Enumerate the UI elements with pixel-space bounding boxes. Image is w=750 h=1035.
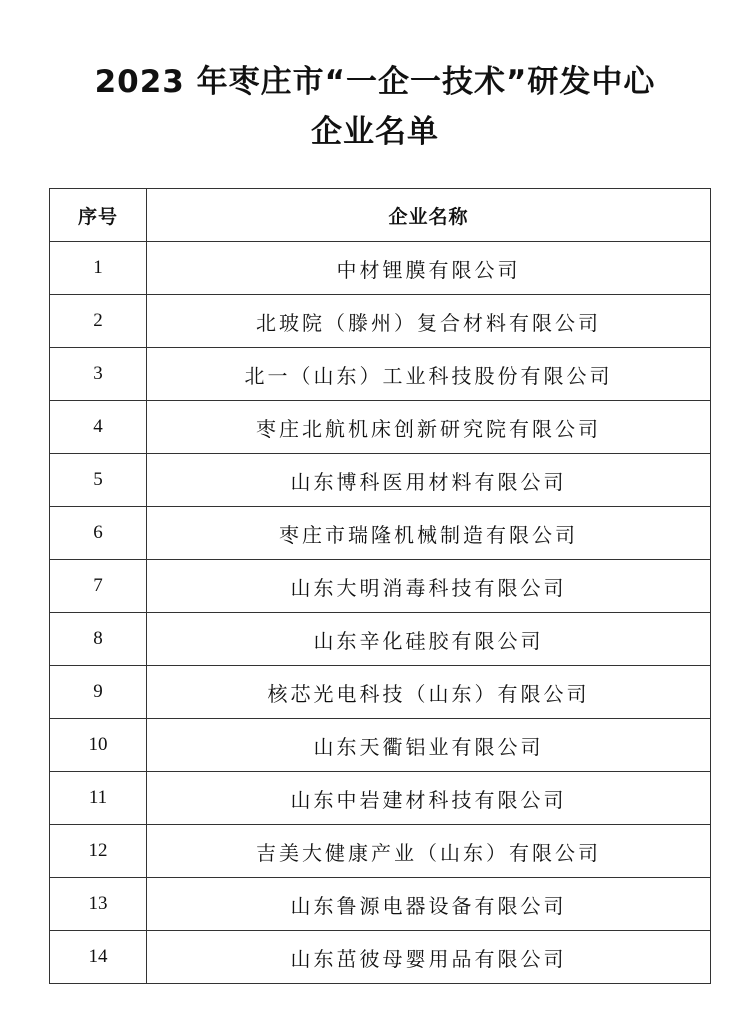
table-row xyxy=(50,613,711,666)
company-name: 吉美大健康产业（山东）有限公司 xyxy=(147,825,711,878)
company-name: 山东天衢铝业有限公司 xyxy=(147,719,711,772)
row-number: 3 xyxy=(50,348,147,401)
row-number: 13 xyxy=(50,878,147,931)
table-row xyxy=(50,719,711,772)
table-row xyxy=(50,242,711,295)
table-row xyxy=(50,295,711,348)
company-name: 山东茁彼母婴用品有限公司 xyxy=(147,931,711,984)
company-list-table xyxy=(49,188,711,984)
header-company-name: 企业名称 xyxy=(147,189,711,242)
header-serial-number: 序号 xyxy=(50,189,147,242)
row-number: 9 xyxy=(50,666,147,719)
table-row xyxy=(50,348,711,401)
company-name: 山东博科医用材料有限公司 xyxy=(147,454,711,507)
company-name: 枣庄市瑞隆机械制造有限公司 xyxy=(147,507,711,560)
row-number: 8 xyxy=(50,613,147,666)
row-number: 14 xyxy=(50,931,147,984)
table-row xyxy=(50,878,711,931)
row-number: 7 xyxy=(50,560,147,613)
table-row xyxy=(50,772,711,825)
document-title-line-2: 企业名单 xyxy=(311,114,439,150)
table-row xyxy=(50,931,711,984)
table-row xyxy=(50,825,711,878)
table-row xyxy=(50,666,711,719)
company-name: 中材锂膜有限公司 xyxy=(147,242,711,295)
table-header-row xyxy=(50,189,711,242)
table-row xyxy=(50,560,711,613)
row-number: 10 xyxy=(50,719,147,772)
row-number: 6 xyxy=(50,507,147,560)
company-name: 北一（山东）工业科技股份有限公司 xyxy=(147,348,711,401)
company-name: 枣庄北航机床创新研究院有限公司 xyxy=(147,401,711,454)
table-row xyxy=(50,454,711,507)
row-number: 12 xyxy=(50,825,147,878)
company-name: 山东鲁源电器设备有限公司 xyxy=(147,878,711,931)
company-name: 北玻院（滕州）复合材料有限公司 xyxy=(147,295,711,348)
company-name: 山东大明消毒科技有限公司 xyxy=(147,560,711,613)
table-row xyxy=(50,507,711,560)
row-number: 5 xyxy=(50,454,147,507)
document-title-line-1: 2023 年枣庄市“一企一技术”研发中心 xyxy=(94,64,656,100)
row-number: 1 xyxy=(50,242,147,295)
company-name: 山东辛化硅胶有限公司 xyxy=(147,613,711,666)
row-number: 11 xyxy=(50,772,147,825)
company-name: 山东中岩建材科技有限公司 xyxy=(147,772,711,825)
company-name: 核芯光电科技（山东）有限公司 xyxy=(147,666,711,719)
table-row xyxy=(50,401,711,454)
row-number: 2 xyxy=(50,295,147,348)
row-number: 4 xyxy=(50,401,147,454)
